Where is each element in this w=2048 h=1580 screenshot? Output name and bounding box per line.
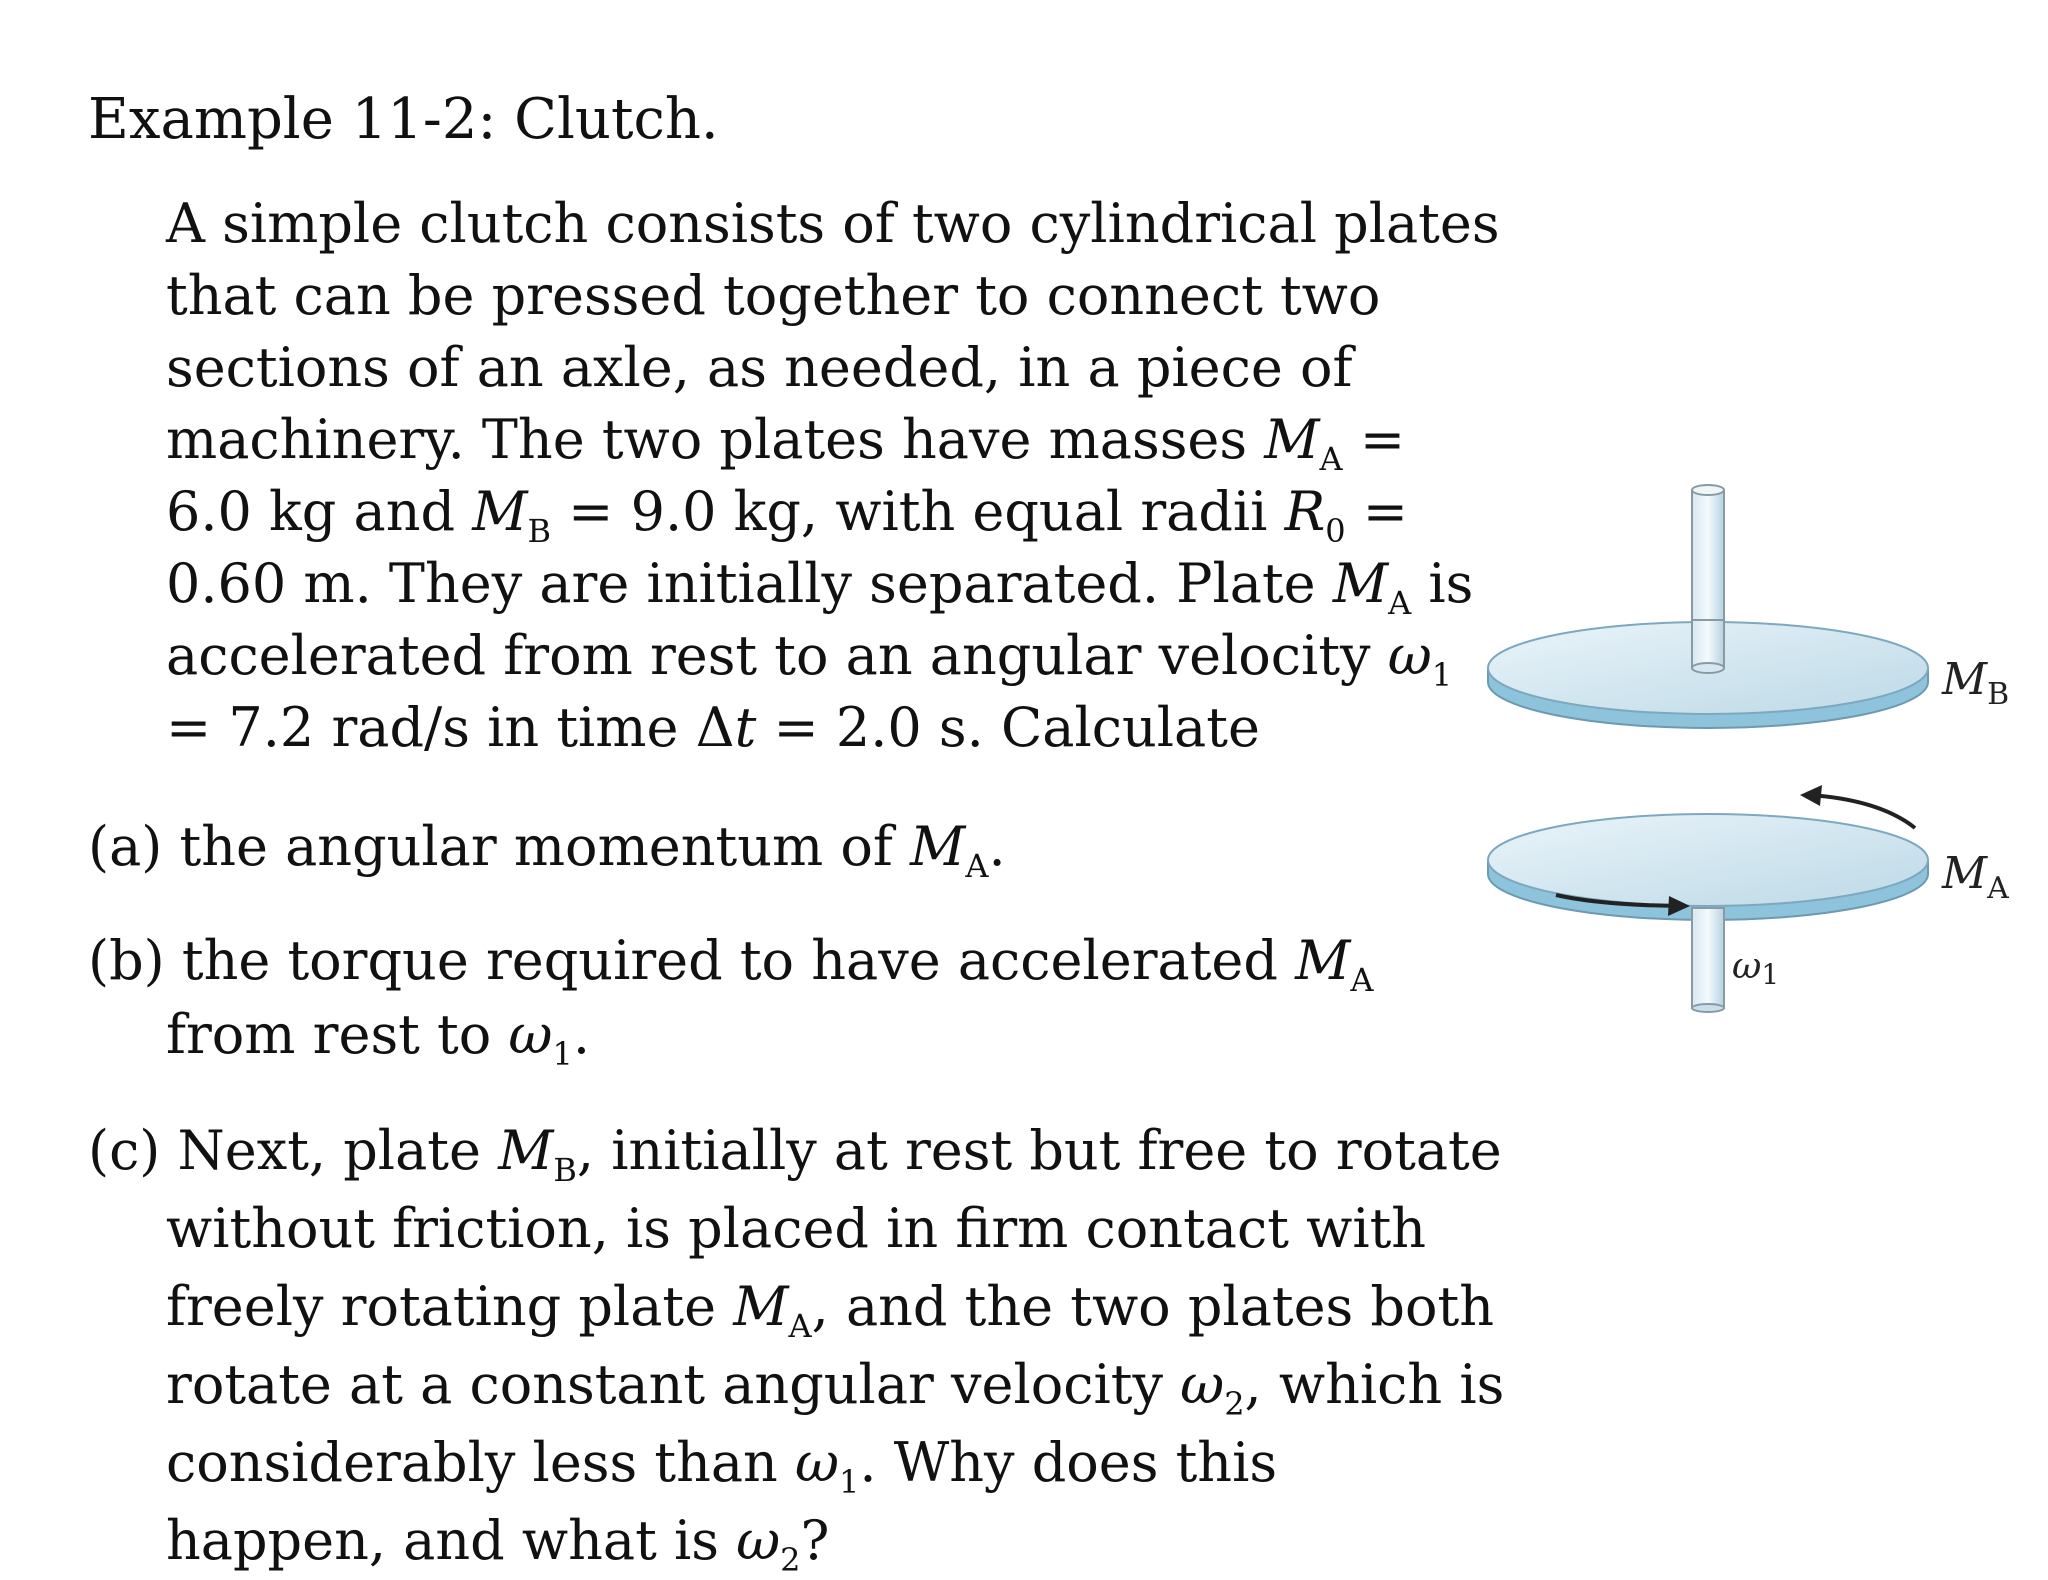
symbol-omega: ω	[1387, 624, 1432, 687]
symbol-r: R	[1284, 480, 1326, 543]
plate-ma-top	[1488, 814, 1928, 906]
part-b	[88, 924, 1508, 1072]
subscript-a: A	[1319, 440, 1343, 478]
symbol-m: M	[472, 480, 528, 543]
problem-statement	[166, 188, 1506, 764]
upper-shaft-base	[1692, 620, 1724, 668]
problem-text-4: = 0.60 m. They are initially separated. Plate	[166, 480, 1409, 615]
problem-text-7: = 2.0 s. Calculate	[756, 696, 1260, 759]
subscript-a: A	[788, 1307, 812, 1345]
subscript-b: B	[553, 1151, 577, 1189]
label-mb: $M_B$	[1942, 654, 2010, 712]
symbol-m: M	[1332, 552, 1389, 615]
symbol-omega: ω	[1180, 1353, 1225, 1416]
part-b-mid: from rest to	[166, 1003, 509, 1066]
part-b-text: (b) the torque required to have accelerated	[88, 929, 1296, 992]
part-b-end: .	[572, 1003, 590, 1066]
subscript-1: 1	[552, 1035, 573, 1073]
symbol-omega: ω	[795, 1431, 840, 1494]
label-omega1: ω1	[1732, 946, 1780, 991]
lower-shaft	[1692, 908, 1724, 1008]
problem-text-2: = 6.0 kg and	[166, 408, 1406, 543]
subscript-2: 2	[1224, 1385, 1245, 1423]
symbol-m: M	[498, 1119, 554, 1182]
symbol-omega: ω	[736, 1509, 781, 1572]
subscript-0: 0	[1325, 512, 1346, 550]
subscript-a: A	[1388, 584, 1412, 622]
subscript-2: 2	[780, 1541, 801, 1579]
part-c-text-5: . Why does this happen, and what is	[166, 1431, 1278, 1572]
label-ma: $M_A$	[1942, 848, 2009, 906]
part-c-text-6: ?	[800, 1509, 830, 1572]
part-a	[88, 810, 1508, 884]
subscript-a: A	[1350, 961, 1374, 999]
part-c	[88, 1112, 1508, 1580]
symbol-t: t	[734, 696, 757, 759]
problem-text-5: is accelerated from rest to an angular velocity	[166, 552, 1474, 687]
lower-shaft-end	[1692, 1004, 1724, 1012]
part-a-text: (a) the angular momentum of	[88, 815, 911, 878]
subscript-1: 1	[839, 1463, 860, 1501]
part-c-text-4: , which is considerably less than	[166, 1353, 1505, 1494]
symbol-m: M	[1264, 408, 1320, 471]
problem-text-3: = 9.0 kg, with equal radii	[551, 480, 1285, 543]
part-c-text-1: (c) Next, plate	[88, 1119, 499, 1182]
problem-text-6: = 7.2 rad/s in time Δ	[166, 696, 735, 759]
problem-text-1: A simple clutch consists of two cylindrical plates that can be pressed together to connect two sections of an axle, as needed, in a piece of machinery. The two plates have masses	[166, 192, 1500, 471]
part-c-text-3: , and the two plates both rotate at a constant angular velocity	[166, 1275, 1494, 1416]
symbol-m: M	[910, 815, 966, 878]
symbol-omega: ω	[508, 1003, 553, 1066]
upper-shaft-top	[1692, 485, 1724, 495]
symbol-m: M	[733, 1275, 789, 1338]
upper-shaft-contact	[1692, 663, 1724, 673]
subscript-a: A	[965, 847, 989, 885]
part-c-text-2: , initially at rest but free to rotate without friction, is placed in firm contact with freely rotating plate	[166, 1119, 1502, 1338]
symbol-m: M	[1295, 929, 1351, 992]
subscript-1: 1	[1431, 656, 1453, 694]
part-a-end: .	[988, 815, 1006, 878]
example-title: Example 11-2: Clutch.	[88, 87, 719, 152]
clutch-figure	[1470, 470, 2030, 1070]
subscript-b: B	[527, 512, 552, 550]
rotation-arrowhead-back	[1800, 785, 1822, 806]
